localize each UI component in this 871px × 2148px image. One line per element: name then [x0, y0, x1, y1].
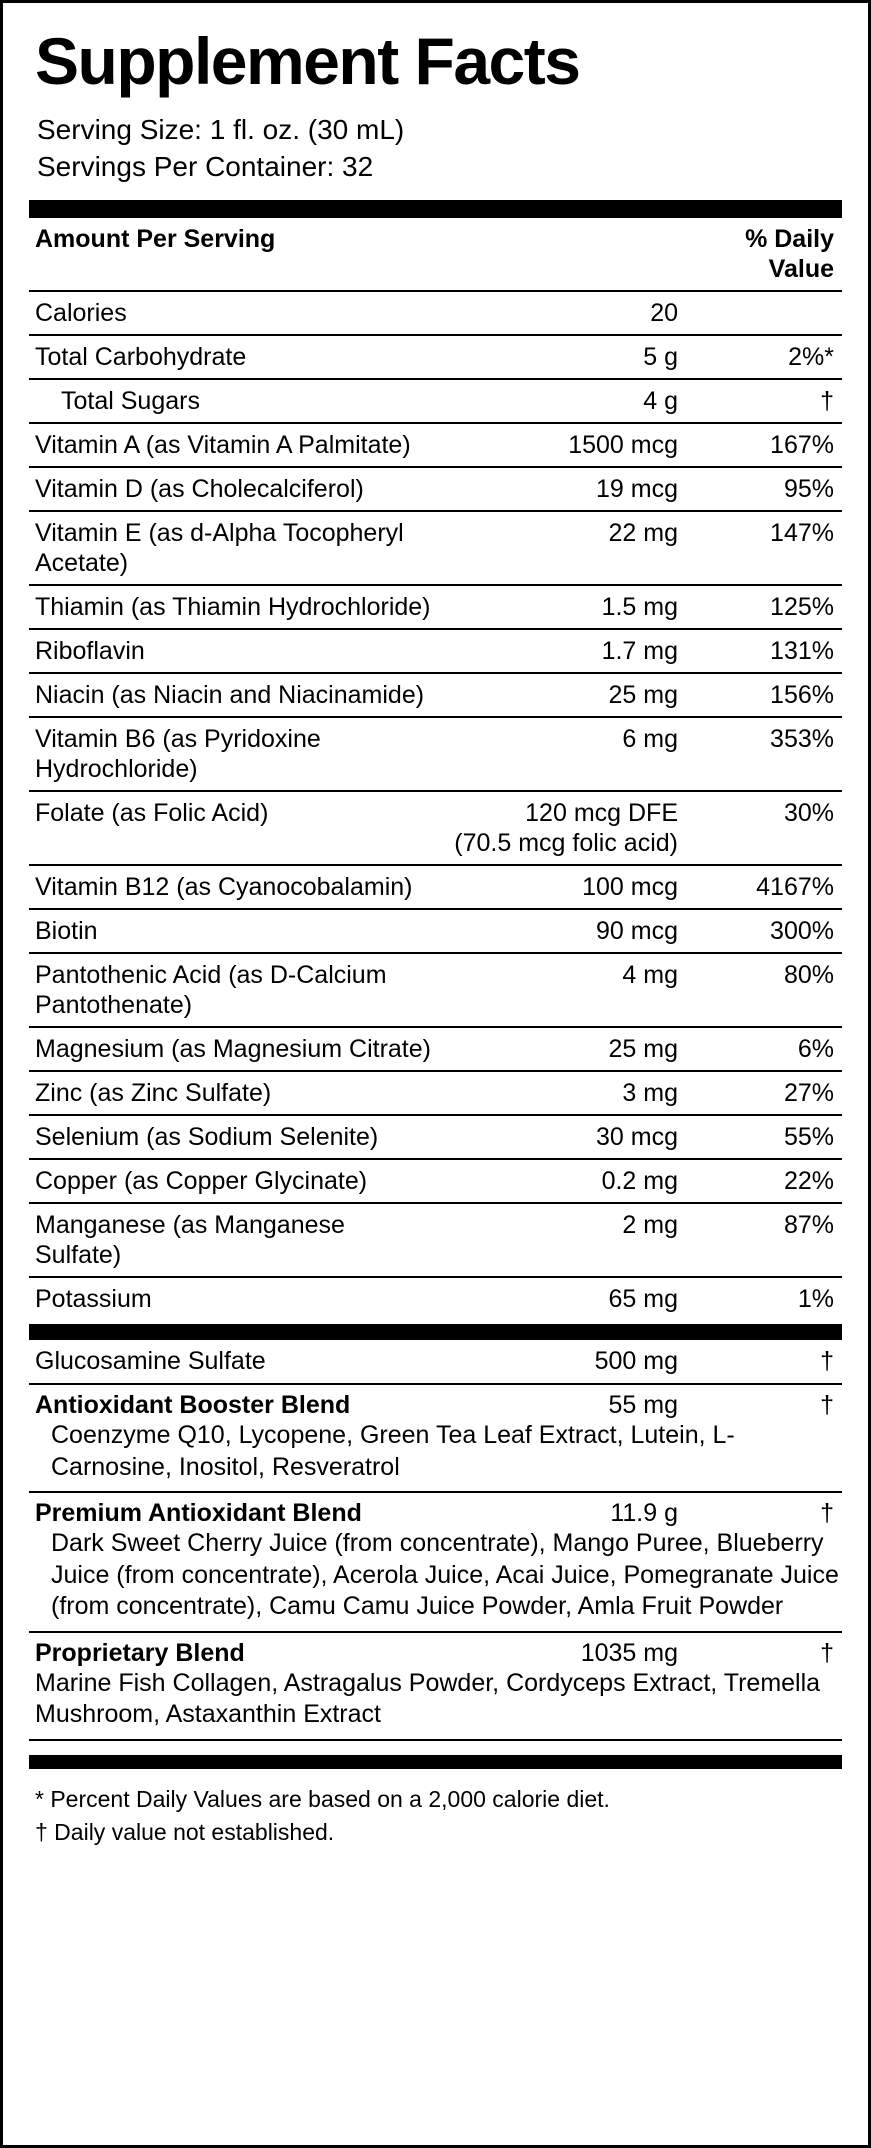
table-row [29, 379, 842, 423]
nutrient-name: Vitamin B6 (as Pyridoxine Hydrochloride) [29, 717, 438, 791]
nutrient-dv: 6% [684, 1027, 842, 1071]
nutrient-name: Potassium [35, 1285, 152, 1314]
nutrient-dv [684, 291, 842, 335]
table-header-row [29, 218, 842, 291]
table-row [29, 1071, 842, 1115]
blend-amount: 55 mg [608, 1391, 678, 1420]
nutrient-name: Total Sugars [29, 379, 438, 423]
table-row [29, 1159, 842, 1203]
table-row [29, 335, 842, 379]
nutrient-dv: 2%* [684, 335, 842, 379]
nutrient-name: Vitamin A (as Vitamin A Palmitate) [29, 423, 438, 467]
nutrient-amount: 1.7 mg [438, 629, 684, 673]
nutrient-name: Thiamin (as Thiamin Hydrochloride) [29, 585, 438, 629]
blend-ingredients: Dark Sweet Cherry Juice (from concentrate), Mango Puree, Blueberry Juice (from concentrate), Acerola Juice, Acai Juice, Pomegranate Juice (from concentrate), Camu Camu Juice Powder, Amla Fruit Powder [51, 1529, 839, 1621]
table-row [29, 423, 842, 467]
table-row [29, 511, 842, 585]
nutrient-amount: 4 g [438, 379, 684, 423]
nutrient-amount: 20 [438, 291, 684, 335]
nutrient-amount: 4 mg [438, 953, 684, 1027]
nutrient-name: Vitamin D (as Cholecalciferol) [29, 467, 438, 511]
nutrient-amount: 22 mg [438, 511, 684, 585]
nutrient-dv: 80% [684, 953, 842, 1027]
nutrient-name: Calories [29, 291, 438, 335]
table-row [29, 629, 842, 673]
blend-header [29, 1499, 842, 1528]
nutrient-dv: 300% [684, 909, 842, 953]
blend-ingredients: Marine Fish Collagen, Astragalus Powder, Cordyceps Extract, Tremella Mushroom, Astaxanthin Extract [35, 1668, 821, 1729]
nutrient-name: Copper (as Copper Glycinate) [29, 1159, 438, 1203]
table-row [29, 467, 842, 511]
table-row [29, 1203, 842, 1277]
ingredient-name: Glucosamine Sulfate [35, 1347, 266, 1376]
blend-dv: † [820, 1638, 834, 1667]
nutrient-name-continuation [29, 828, 438, 865]
ingredient-amount: 500 mg [594, 1347, 678, 1376]
table-row [29, 673, 842, 717]
nutrients-table [29, 218, 842, 1314]
nutrient-amount: 25 mg [438, 1027, 684, 1071]
blend-ingredients: Coenzyme Q10, Lycopene, Green Tea Leaf Extract, Lutein, L-Carnosine, Inositol, Resveratrol [51, 1421, 735, 1481]
nutrient-dv: 156% [684, 673, 842, 717]
nutrient-amount: 0.2 mg [438, 1159, 684, 1203]
nutrient-name: Folate (as Folic Acid) [35, 799, 269, 828]
blend-amount: 1035 mg [580, 1638, 678, 1667]
table-row [29, 585, 842, 629]
nutrient-dv: 87% [684, 1203, 842, 1277]
nutrient-amount: 6 mg [438, 717, 684, 791]
nutrient-amount-secondary: (70.5 mcg folic acid) [438, 828, 684, 865]
nutrient-dv: 22% [684, 1159, 842, 1203]
table-row [29, 953, 842, 1027]
nutrient-dv: 95% [684, 467, 842, 511]
nutrient-dv: 167% [684, 423, 842, 467]
nutrient-dv-continuation [684, 828, 842, 865]
nutrient-dv: 30% [783, 799, 834, 828]
table-row-continuation [29, 828, 842, 865]
nutrient-name: Zinc (as Zinc Sulfate) [29, 1071, 438, 1115]
blend-dv: † [820, 1499, 834, 1528]
nutrient-amount: 65 mg [608, 1285, 678, 1314]
list-item [29, 1633, 842, 1741]
blend-name: Proprietary Blend [35, 1638, 245, 1667]
table-row [29, 909, 842, 953]
nutrient-dv: 131% [684, 629, 842, 673]
nutrient-name: Total Carbohydrate [29, 335, 438, 379]
divider-thick-top [29, 200, 842, 218]
blend-name: Antioxidant Booster Blend [35, 1391, 351, 1420]
nutrient-name: Niacin (as Niacin and Niacinamide) [29, 673, 438, 717]
nutrient-name: Manganese (as Manganese Sulfate) [29, 1203, 438, 1277]
column-header-spacer [438, 218, 684, 291]
divider-thick-middle [29, 1324, 842, 1340]
nutrient-amount: 3 mg [438, 1071, 684, 1115]
blend-amount: 11.9 g [610, 1499, 678, 1528]
blend-header [29, 1639, 842, 1668]
nutrient-amount: 5 g [438, 335, 684, 379]
nutrient-amount: 30 mcg [438, 1115, 684, 1159]
table-row [29, 291, 842, 335]
nutrient-amount: 90 mcg [438, 909, 684, 953]
table-row [29, 1115, 842, 1159]
nutrient-amount: 100 mcg [438, 865, 684, 909]
nutrient-dv: 353% [684, 717, 842, 791]
table-row [29, 1027, 842, 1071]
nutrient-dv: 27% [684, 1071, 842, 1115]
table-row [29, 717, 842, 791]
nutrient-name: Magnesium (as Magnesium Citrate) [29, 1027, 438, 1071]
list-item [29, 1340, 842, 1385]
column-header-dv: % Daily Value [684, 218, 842, 291]
footnote-daily-value: * Percent Daily Values are based on a 2,000 calorie diet. [35, 1785, 610, 1812]
list-item [29, 1385, 842, 1493]
nutrient-name: Vitamin B12 (as Cyanocobalamin) [29, 865, 438, 909]
blend-dv: † [820, 1391, 834, 1420]
page-title: Supplement Facts [35, 24, 580, 98]
serving-size: Serving Size: 1 fl. oz. (30 mL) [37, 114, 405, 146]
ingredient-dv: † [820, 1347, 834, 1376]
column-header-amount: Amount Per Serving [29, 218, 438, 291]
footnotes [35, 1783, 842, 1850]
nutrient-amount: 1.5 mg [438, 585, 684, 629]
table-row [29, 865, 842, 909]
nutrient-name: Biotin [29, 909, 438, 953]
servings-per-container: Servings Per Container: 32 [37, 151, 374, 183]
nutrient-name: Pantothenic Acid (as D-Calcium Pantothenate) [29, 953, 438, 1027]
nutrient-name: Selenium (as Sodium Selenite) [29, 1115, 438, 1159]
nutrient-amount: 19 mcg [438, 467, 684, 511]
footnote-not-established: † Daily value not established. [35, 1819, 335, 1846]
nutrient-amount: 2 mg [438, 1203, 684, 1277]
nutrient-name: Vitamin E (as d-Alpha Tocopheryl Acetate) [29, 511, 438, 585]
blend-header [29, 1391, 842, 1420]
divider-thick-bottom [29, 1755, 842, 1769]
nutrient-amount: 120 mcg DFE [525, 799, 678, 828]
nutrient-name: Riboflavin [29, 629, 438, 673]
nutrient-dv: 1% [797, 1285, 834, 1314]
nutrient-dv: 147% [684, 511, 842, 585]
nutrient-dv: 125% [684, 585, 842, 629]
blend-name: Premium Antioxidant Blend [35, 1499, 362, 1528]
nutrient-amount: 1500 mcg [438, 423, 684, 467]
table-row [29, 791, 842, 828]
nutrient-amount: 25 mg [438, 673, 684, 717]
list-item [29, 1493, 842, 1633]
nutrient-dv: 55% [684, 1115, 842, 1159]
table-row [29, 1277, 842, 1314]
nutrient-dv: 4167% [684, 865, 842, 909]
nutrient-dv: † [684, 379, 842, 423]
